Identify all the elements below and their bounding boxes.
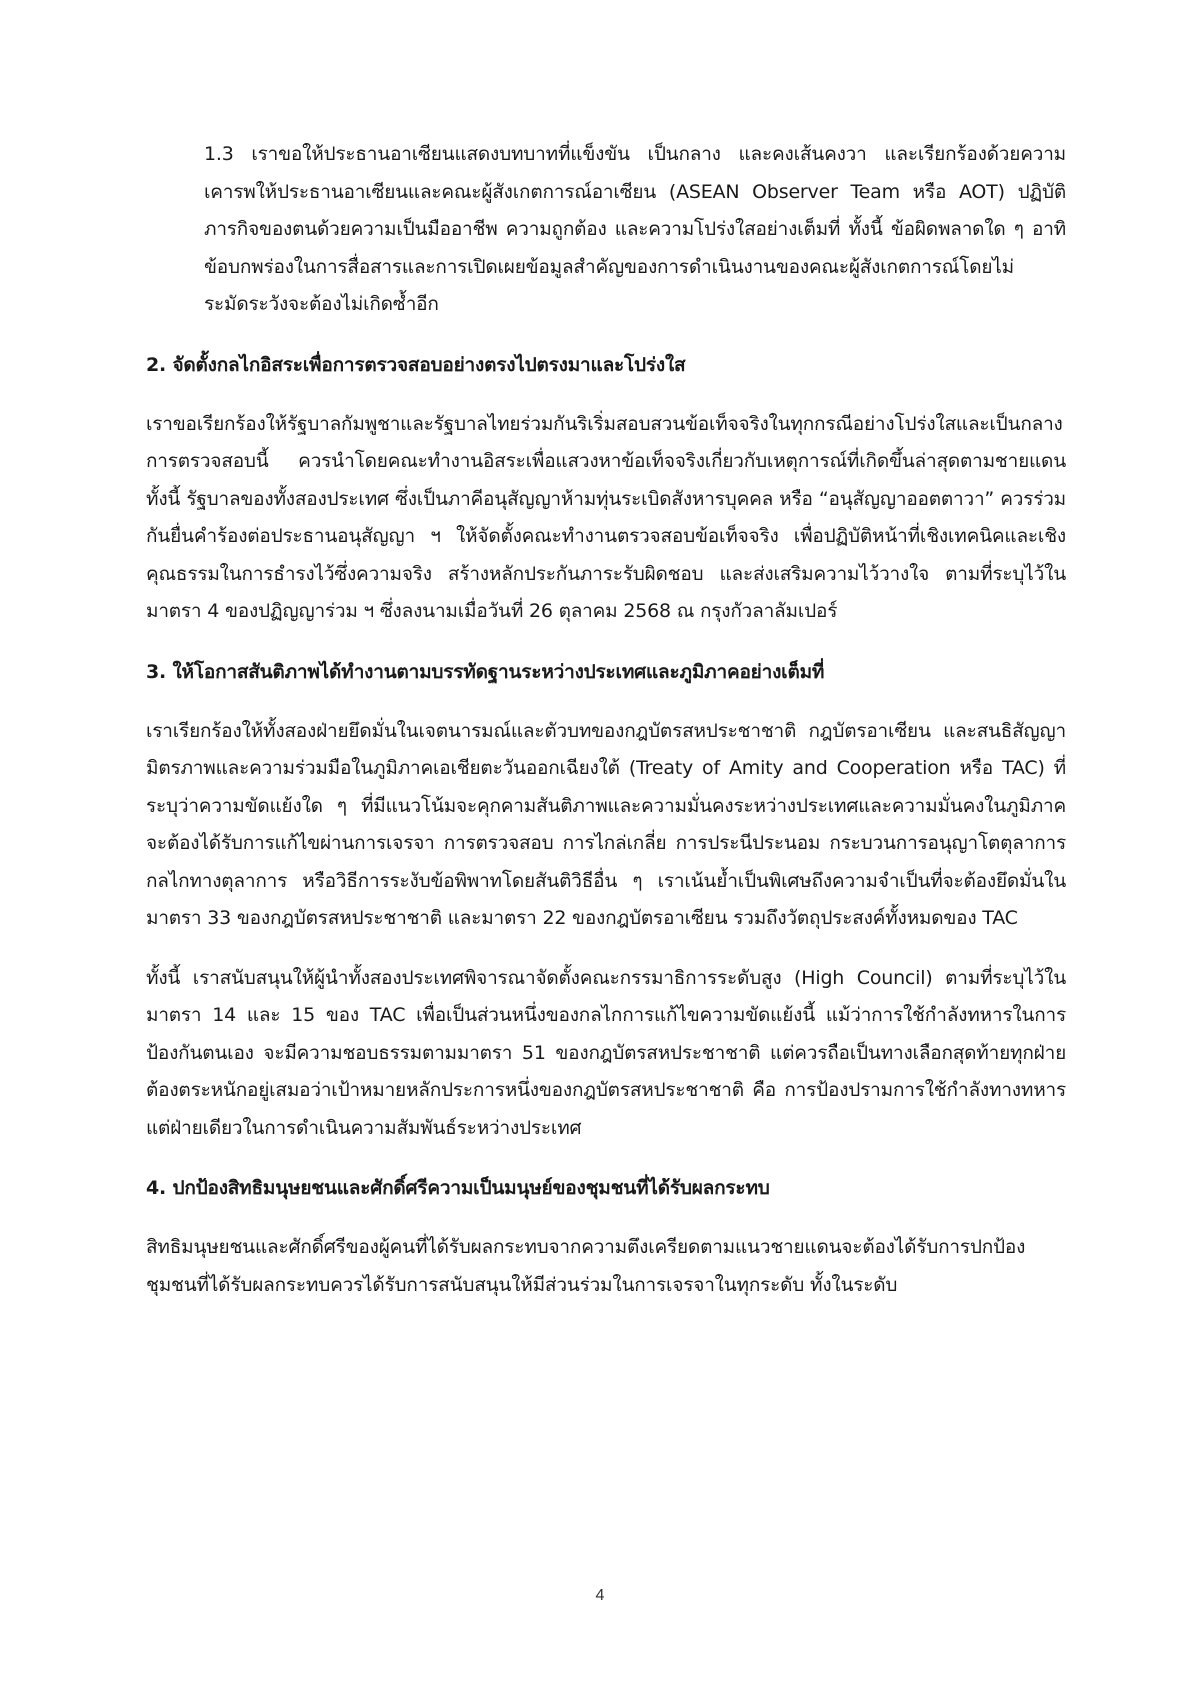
paragraph-section-3-b: ทั้งนี้ เราสนับสนุนให้ผู้นำทั้งสองประเทศพิจารณาจัดตั้งคณะกรรมาธิการระดับสูง (High Council) ตามที่ระบุไว้ใน มาตรา 14 และ 15 ของ TAC เพื่อเป็นส่วนหนึ่งของกลไกการแก้ไขความขัดแย้งนี้ แม้ว่าการใช้กำลังทหารในการป้องกันตนเอง จะมีความชอบธรรมตามมาตรา 51 ของกฎบัตรสหประชาชาติ แต่ควรถือเป็นทางเลือกสุดท้ายทุกฝ่ายต้องตระหนักอยู่เสมอว่าเป้าหมายหลักประการหนึ่งของกฎบัตรสหประชาชาติ คือ การป้องปรามการใช้กำลังทางทหารแต่ฝ่ายเดียวในการดำเนินความสัมพันธ์ระหว่างประเทศ: [146, 966, 1066, 1139]
page-number: 4: [595, 1587, 605, 1604]
document-body: [146, 136, 1066, 1326]
section-heading-2: 2. จัดตั้งกลไกอิสระเพื่อการตรวจสอบอย่างตรงไปตรงมาและโปร่งใส: [146, 353, 686, 376]
section-heading-4: 4. ปกป้องสิทธิมนุษยชนและศักดิ์ศรีความเป็นมนุษย์ของชุมชนที่ได้รับผลกระทบ: [146, 1177, 770, 1199]
paragraph-section-3-a: เราเรียกร้องให้ทั้งสองฝ่ายยึดมั่นในเจตนารมณ์และตัวบทของกฎบัตรสหประชาชาติ กฎบัตรอาเซียน และสนธิสัญญามิตรภาพและความร่วมมือในภูมิภาคเอเชียตะวันออกเฉียงใต้ (Treaty of Amity and Cooperation หรือ TAC) ที่ระบุว่าความขัดแย้งใด ๆ ที่มีแนวโน้มจะคุกคามสันติภาพและความมั่นคงระหว่างประเทศและความมั่นคงในภูมิภาค จะต้องได้รับการแก้ไขผ่านการเจรจา การตรวจสอบ การไกล่เกลี่ย การประนีประนอม กระบวนการอนุญาโตตุลาการ กลไกทางตุลาการ หรือวิธีการระงับข้อพิพาทโดยสันติวิธีอื่น ๆ เราเน้นย้ำเป็นพิเศษถึงความจำเป็นที่จะต้องยึดมั่นในมาตรา 33 ของกฎบัตรสหประชาชาติ และมาตรา 22 ของกฎบัตรอาเซียน รวมถึงวัตถุประสงค์ทั้งหมดของ TAC: [146, 719, 1066, 929]
paragraph-section-2: เราขอเรียกร้องให้รัฐบาลกัมพูชาและรัฐบาลไทยร่วมกันริเริ่มสอบสวนข้อเท็จจริงในทุกกรณีอย่างโปร่งใสและเป็นกลาง การตรวจสอบนี้ ควรนำโดยคณะทำงานอิสระเพื่อแสวงหาข้อเท็จจริงเกี่ยวกับเหตุการณ์ที่เกิดขึ้นล่าสุดตามชายแดน ทั้งนี้ รัฐบาลของทั้งสองประเทศ ซึ่งเป็นภาคีอนุสัญญาห้ามทุ่นระเบิดสังหารบุคคล หรือ “อนุสัญญาออตตาวา” ควรร่วมกันยื่นคำร้องต่อประธานอนุสัญญา ฯ ให้จัดตั้งคณะทำงานตรวจสอบข้อเท็จจริง เพื่อปฏิบัติหน้าที่เชิงเทคนิคและเชิงคุณธรรมในการธำรงไว้ซึ่งความจริง สร้างหลักประกันภาระรับผิดชอบ และส่งเสริมความไว้วางใจ ตามที่ระบุไว้ในมาตรา 4 ของปฏิญญาร่วม ฯ ซึ่งลงนามเมื่อวันที่ 26 ตุลาคม 2568 ณ กรุงกัวลาลัมเปอร์: [146, 412, 1066, 622]
section-heading-3: 3. ให้โอกาสสันติภาพได้ทำงานตามบรรทัดฐานระหว่างประเทศและภูมิภาคอย่างเต็มที่: [146, 660, 825, 683]
paragraph-section-4: สิทธิมนุษยชนและศักดิ์ศรีของผู้คนที่ได้รับผลกระทบจากความตึงเครียดตามแนวชายแดนจะต้องได้รับการปกป้อง ชุมชนที่ได้รับผลกระทบควรได้รับการสนับสนุนให้มีส่วนร่วมในการเจรจาในทุกระดับ ทั้งในระดับ: [146, 1236, 1026, 1296]
paragraph-1-3: 1.3 เราขอให้ประธานอาเซียนแสดงบทบาทที่แข็งขัน เป็นกลาง และคงเส้นคงวา และเรียกร้องด้วยความเคารพให้ประธานอาเซียนและคณะผู้สังเกตการณ์อาเซียน (ASEAN Observer Team หรือ AOT) ปฏิบัติภารกิจของตนด้วยความเป็นมืออาชีพ ความถูกต้อง และความโปร่งใสอย่างเต็มที่ ทั้งนี้ ข้อผิดพลาดใด ๆ อาทิ ข้อบกพร่องในการสื่อสารและการเปิดเผยข้อมูลสำคัญของการดำเนินงานของคณะผู้สังเกตการณ์โดยไม่ระมัดระวังจะต้องไม่เกิดซ้ำอีก: [204, 143, 1066, 315]
